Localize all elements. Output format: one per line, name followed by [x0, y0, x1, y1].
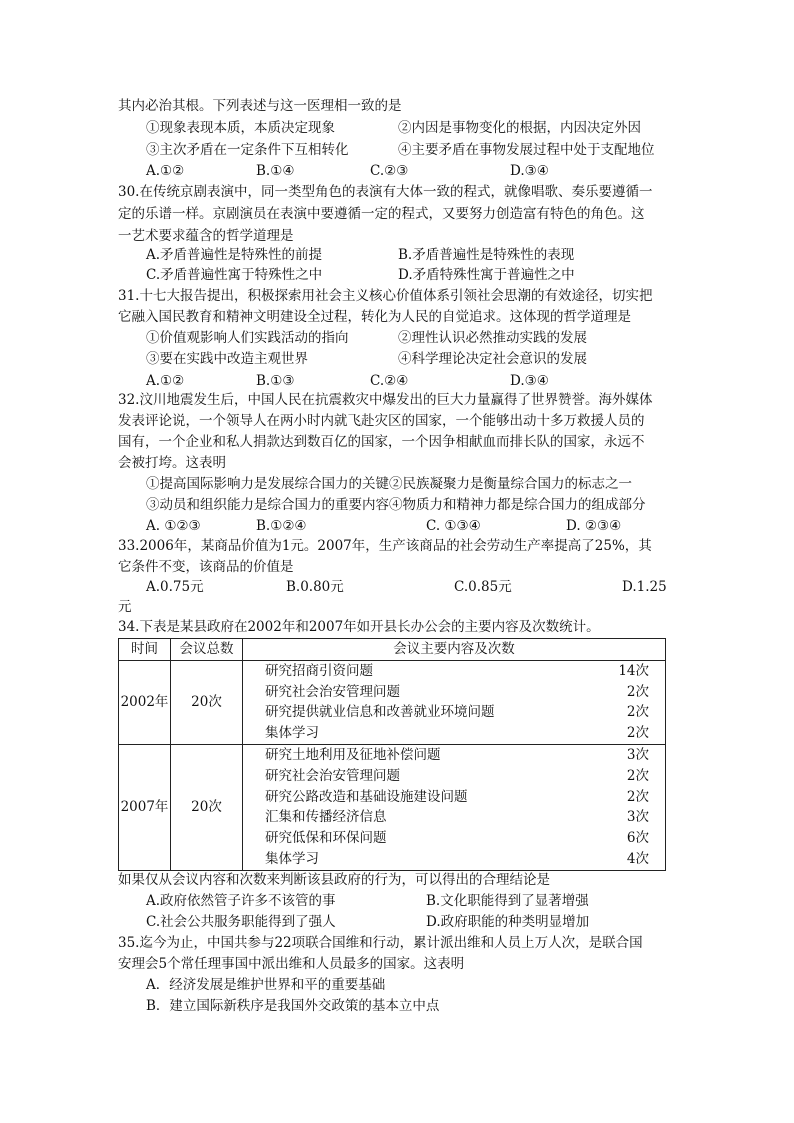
- q30-option-a: A.矛盾普遍性是特殊性的前提: [146, 247, 323, 263]
- q35-line-1: 35.迄今为止，中国共参与22项联合国维和行动，累计派出维和人员上万人次，是联合国: [118, 935, 643, 951]
- header-time: 时间: [119, 639, 171, 661]
- q33-option-d-wrap: 元: [118, 599, 132, 615]
- q32-statement-3-4: ③动员和组织能力是综合国力的重要内容④物质力和精神力都是综合国力的组成部分: [146, 497, 646, 513]
- q29-statement-1: ①现象表现本质，本质决定现象: [146, 120, 335, 136]
- table-item: 研究提供就业信息和改善就业环境问题 2次: [265, 704, 649, 721]
- q30-option-d: D.矛盾特殊性寓于普遍性之中: [398, 267, 575, 283]
- q31-option-c: C.②④: [370, 373, 409, 389]
- q34-question: 如果仅从会议内容和次数来判断该县政府的行为，可以得出的合理结论是: [118, 872, 550, 888]
- q29-option-c: C.②③: [370, 163, 409, 179]
- q33-option-c: C.0.85元: [454, 579, 512, 595]
- q30-line-1: 30.在传统京剧表演中，同一类型角色的表演有大体一致的程式，就像唱歌、奏乐要遵循一: [118, 184, 653, 200]
- q34-option-b: B.文化职能得到了显著增强: [426, 893, 589, 909]
- q29-statement-2: ②内因是事物变化的根据，内因决定外因: [398, 120, 641, 136]
- q33-option-b: B.0.80元: [286, 579, 344, 595]
- q35-option-a: A．经济发展是维护世界和平的重要基础: [146, 977, 386, 993]
- header-total: 会议总数: [171, 639, 243, 661]
- q34-intro: 34.下表是某县政府在2002年和2007年如开县长办公会的主要内容及次数统计。: [118, 619, 600, 635]
- q35-line-2: 安理会5个常任理事国中派出维和人员最多的国家。这表明: [118, 956, 465, 972]
- table-row-2007: [119, 744, 666, 870]
- table-item: 研究低保和环保问题 6次: [265, 830, 649, 847]
- table-item: 研究公路改造和基础设施建设问题 2次: [265, 788, 649, 805]
- q31-line-2: 它融入国民教育和精神文明建设全过程，转化为人民的自觉追求。这体现的哲学道理是: [118, 309, 631, 325]
- row-total: 20次: [171, 744, 243, 870]
- q31-line-1: 31.十七大报告提出，积极探索用社会主义核心价值体系引领社会思潮的有效途径，切实把: [118, 288, 653, 304]
- q32-option-c: C. ①③④: [426, 518, 481, 534]
- header-content: 会议主要内容及次数: [243, 639, 666, 661]
- table-row-2002: [119, 660, 666, 744]
- table-item: 集体学习 4次: [265, 850, 649, 867]
- q29-option-a: A.①②: [146, 163, 185, 179]
- q29-stem: 其内必治其根。下列表述与这一医理相一致的是: [118, 98, 402, 114]
- table-item: 研究社会治安管理问题 2次: [265, 683, 649, 700]
- q31-option-b: B.①③: [256, 373, 295, 389]
- table-header-row: [119, 639, 666, 661]
- row-items: [243, 744, 666, 870]
- q31-statement-4: ④科学理论决定社会意识的发展: [398, 351, 587, 367]
- row-year: 2002年: [119, 660, 171, 744]
- q34-option-d: D.政府职能的种类明显增加: [426, 914, 590, 930]
- table-item: 研究土地利用及征地补偿问题 3次: [265, 746, 649, 763]
- q29-statement-4: ④主要矛盾在事物发展过程中处于支配地位: [398, 142, 655, 158]
- q33-option-d: D.1.25: [622, 579, 667, 595]
- q32-option-d: D. ②③④: [566, 518, 622, 534]
- table-item: 研究社会治安管理问题 2次: [265, 767, 649, 784]
- table-item: 研究招商引资问题 14次: [265, 662, 649, 679]
- q31-statement-3: ③要在实践中改造主观世界: [146, 351, 308, 367]
- q32-line-3: 国有，一个企业和私人捐款达到数百亿的国家，一个因争相献血而排长队的国家，永远不: [118, 434, 645, 450]
- q30-option-c: C.矛盾普遍性寓于特殊性之中: [146, 267, 323, 283]
- q33-line-2: 它条件不变，该商品的价值是: [118, 559, 294, 575]
- q32-statement-1-2: ①提高国际影响力是发展综合国力的关键②民族凝聚力是衡量综合国力的标志之一: [146, 476, 632, 492]
- q34-option-a: A.政府依然管子许多不该管的事: [146, 893, 336, 909]
- row-items: [243, 660, 666, 744]
- q30-line-3: 一艺术要求蕴含的哲学道理是: [118, 228, 294, 244]
- table-item: 汇集和传播经济信息 3次: [265, 809, 649, 826]
- q31-statement-2: ②理性认识必然推动实践的发展: [398, 330, 587, 346]
- q31-option-d: D.③④: [510, 373, 549, 389]
- q33-line-1: 33.2006年，某商品价值为1元。2007年，生产该商品的社会劳动生产率提高了25%，其: [118, 538, 652, 554]
- q31-statement-1: ①价值观影响人们实践活动的指向: [146, 330, 349, 346]
- q33-option-a: A.0.75元: [146, 579, 204, 595]
- q30-line-2: 定的乐谱一样。京剧演员在表演中要遵循一定的程式，又要努力创造富有特色的角色。这: [118, 206, 645, 222]
- meeting-stats-table: [118, 638, 666, 871]
- table-item: 集体学习 2次: [265, 725, 649, 742]
- q29-option-b: B.①④: [256, 163, 295, 179]
- q30-option-b: B.矛盾普遍性是特殊性的表现: [398, 247, 575, 263]
- q32-option-a: A. ①②③: [146, 518, 201, 534]
- q32-line-1: 32.汶川地震发生后，中国人民在抗震救灾中爆发出的巨大力量赢得了世界赞誉。海外媒体: [118, 392, 653, 408]
- q34-option-c: C.社会公共服务职能得到了强人: [146, 914, 336, 930]
- q31-option-a: A.①②: [146, 373, 185, 389]
- row-total: 20次: [171, 660, 243, 744]
- q29-option-d: D.③④: [510, 163, 549, 179]
- row-year: 2007年: [119, 744, 171, 870]
- q32-line-4: 会被打垮。这表明: [118, 455, 226, 471]
- q29-statement-3: ③主次矛盾在一定条件下互相转化: [146, 142, 349, 158]
- q35-option-b: B．建立国际新秩序是我国外交政策的基本立中点: [146, 998, 440, 1014]
- q32-option-b: B.①②④: [256, 518, 307, 534]
- q32-line-2: 发表评论说，一个领导人在两小时内就飞赴灾区的国家，一个能够出动十多万救援人员的: [118, 413, 645, 429]
